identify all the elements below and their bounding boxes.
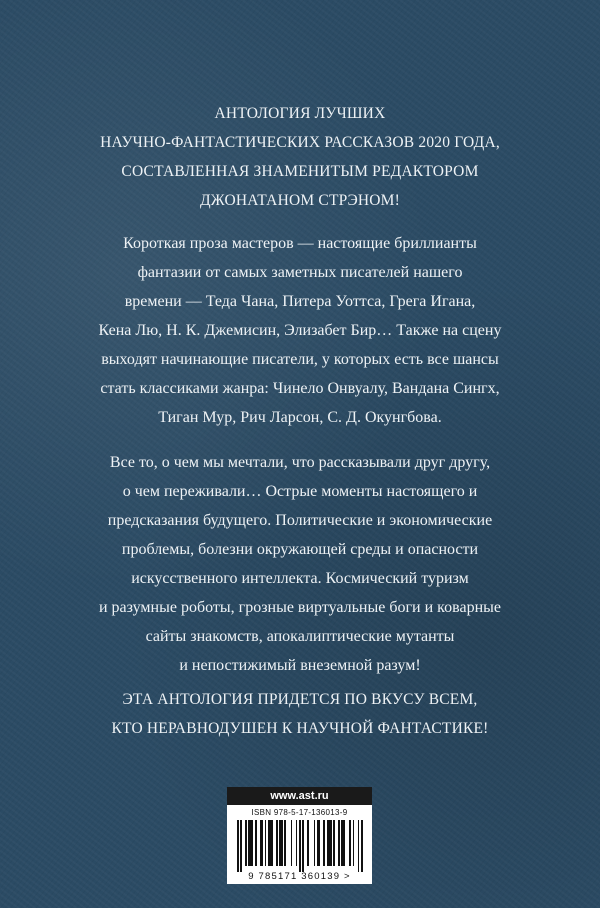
paragraph-line: стать классиками жанра: Чинело Онвуалу, Вандана Сингх, xyxy=(100,380,500,397)
barcode-bar xyxy=(279,820,282,866)
barcode-bars xyxy=(237,820,363,868)
barcode-bar xyxy=(333,820,335,866)
footer-line: КТО НЕРАВНОДУШЕН К НАУЧНОЙ ФАНТАСТИКЕ! xyxy=(111,720,489,737)
barcode-digits: 9 785171 360139 > xyxy=(248,871,351,882)
paragraph-line: предсказания будущего. Политические и экономические xyxy=(107,512,493,529)
barcode-bar xyxy=(245,820,247,866)
barcode-bar xyxy=(302,820,304,872)
barcode-bar xyxy=(291,820,293,866)
footer-line: ЭТА АНТОЛОГИЯ ПРИДЕТСЯ ПО ВКУСУ ВСЕМ, xyxy=(122,691,478,708)
barcode-bar xyxy=(296,820,298,866)
paragraph-line: и разумные роботы, грозные виртуальные боги и коварные xyxy=(98,599,501,616)
barcode-bar xyxy=(358,820,360,872)
paragraph-line: проблемы, болезни окружающей среды и опасности xyxy=(121,541,479,558)
barcode-bar xyxy=(314,820,316,866)
barcode-bar xyxy=(276,820,278,866)
barcode-bar xyxy=(268,820,273,866)
paragraph-line: фантазии от самых заметных писателей нашего xyxy=(137,264,463,281)
footer-block xyxy=(40,685,560,743)
paragraph-line: Короткая проза мастеров — настоящие бриллианты xyxy=(123,235,477,252)
barcode-bar xyxy=(284,820,286,866)
barcode-bar xyxy=(237,820,239,872)
barcode-bar xyxy=(327,820,332,866)
barcode-bar xyxy=(299,820,301,872)
barcode-bar xyxy=(260,820,263,866)
barcode-bar xyxy=(353,820,355,866)
paragraph-line: Тиган Мур, Рич Ларсон, С. Д. Окунгбова. xyxy=(158,409,442,426)
paragraph-line: и непостижимый внеземной разум! xyxy=(179,657,421,674)
paragraph-line: искусственного интеллекта. Космический туризм xyxy=(131,570,469,587)
headline-line: АНТОЛОГИЯ ЛУЧШИХ xyxy=(214,105,386,122)
description-paragraph-2 xyxy=(40,448,560,680)
paragraph-line: выходят начинающие писатели, у которых есть все шансы xyxy=(101,351,499,368)
barcode-bar xyxy=(248,820,253,866)
publisher-website: www.ast.ru xyxy=(227,787,372,805)
barcode-bar xyxy=(341,820,344,866)
description-paragraph-1 xyxy=(40,229,560,432)
barcode-bar xyxy=(307,820,309,866)
barcode-bar xyxy=(317,820,320,866)
barcode-bar xyxy=(338,820,340,866)
barcode-bar xyxy=(349,820,351,866)
paragraph-line: Все то, о чем мы мечтали, что рассказывали друг другу, xyxy=(109,454,491,471)
barcode-bar xyxy=(255,820,257,866)
paragraph-line: сайты знакомств, апокалиптические мутанты xyxy=(145,628,455,645)
isbn-label: ISBN 978-5-17-136013-9 xyxy=(251,808,348,817)
headline-line: СОСТАВЛЕННАЯ ЗНАМЕНИТЫМ РЕДАКТОРОМ xyxy=(121,163,479,180)
paragraph-line: времени — Теда Чана, Питера Уоттса, Грега Игана, xyxy=(124,293,476,310)
paragraph-line: о чем переживали… Острые моменты настоящего и xyxy=(122,483,478,500)
headline-line: ДЖОНАТАНОМ СТРЭНОМ! xyxy=(199,192,401,209)
barcode-bar xyxy=(240,820,242,872)
barcode-panel xyxy=(227,787,372,884)
barcode-bar xyxy=(265,820,267,866)
barcode-bar xyxy=(323,820,325,866)
barcode-bar xyxy=(361,820,363,872)
headline-block xyxy=(40,99,560,215)
paragraph-line: Кена Лю, Н. К. Джемисин, Элизабет Бир… Также на сцену xyxy=(98,322,502,339)
headline-line: НАУЧНО-ФАНТАСТИЧЕСКИХ РАССКАЗОВ 2020 ГОДА, xyxy=(100,134,500,151)
